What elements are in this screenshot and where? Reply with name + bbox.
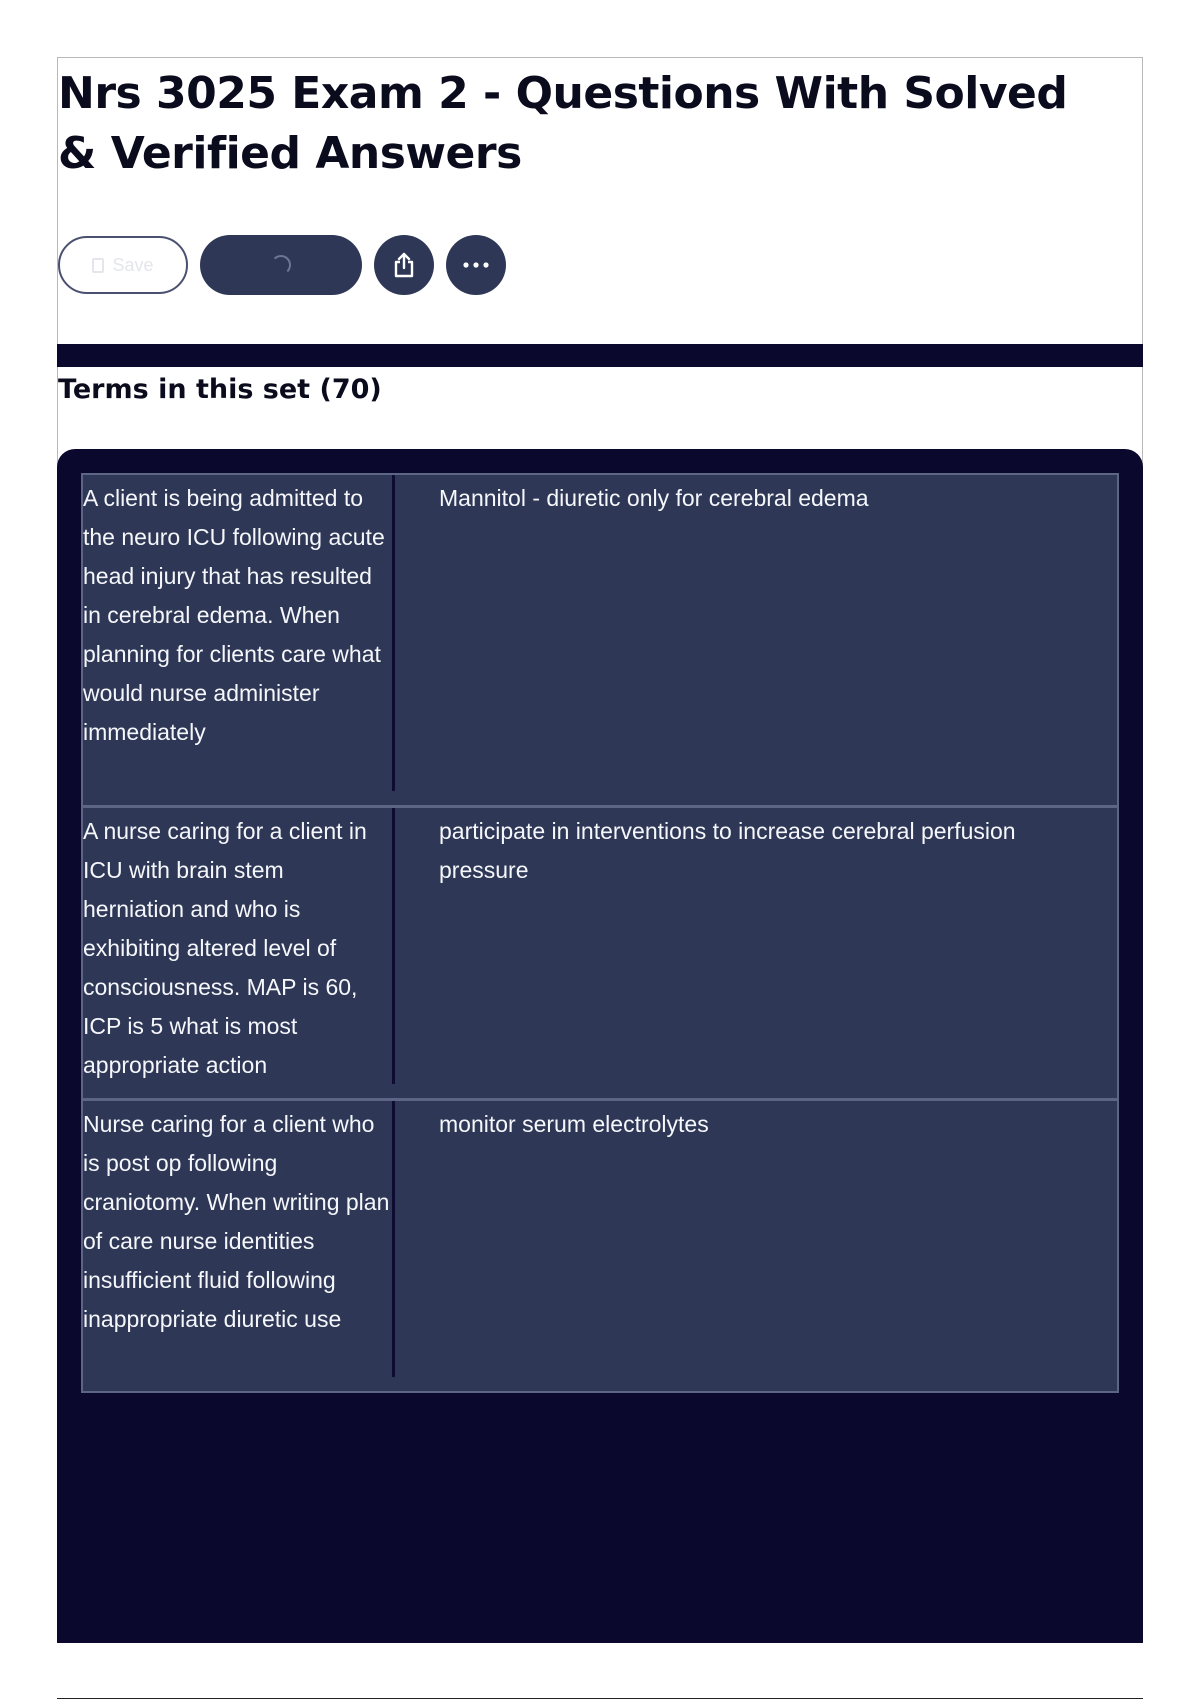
action-bar — [58, 234, 506, 296]
page-title: Nrs 3025 Exam 2 - Questions With Solved & Verified Answers — [58, 68, 1068, 179]
term-card — [81, 473, 1119, 807]
bookmark-icon — [92, 258, 104, 273]
loading-spinner-icon — [271, 255, 291, 275]
term-text: Nurse caring for a client who is post op following craniotomy. When writing plan of care nurse identities insufficient fluid following inappropriate diuretic use — [83, 1111, 390, 1332]
definition-text: Mannitol - diuretic only for cerebral edema — [439, 485, 869, 511]
save-button-label: Save — [112, 254, 154, 275]
definition-text: participate in interventions to increase cerebral perfusion pressure — [439, 818, 1016, 883]
study-set-page — [57, 57, 1143, 1642]
terms-heading: Terms in this set (70) — [58, 374, 382, 405]
card-divider — [392, 475, 395, 791]
save-button[interactable] — [58, 236, 188, 294]
card-divider — [392, 1101, 395, 1377]
card-divider — [392, 808, 395, 1084]
study-button-loading[interactable] — [200, 235, 362, 295]
term-text: A nurse caring for a client in ICU with brain stem herniation and who is exhibiting altered level of consciousness. MAP is 60, ICP is 5 what is most appropriate action — [83, 818, 367, 1078]
more-icon — [462, 261, 490, 269]
share-icon — [391, 251, 417, 279]
share-button[interactable] — [374, 235, 434, 295]
definition-text: monitor serum electrolytes — [439, 1111, 709, 1137]
term-card — [81, 1099, 1119, 1393]
more-options-button[interactable] — [446, 235, 506, 295]
term-text: A client is being admitted to the neuro ICU following acute head injury that has resulted in cerebral edema. When planning for clients care what would nurse administer immediately — [83, 485, 385, 745]
terms-panel — [57, 449, 1143, 1643]
term-card — [81, 806, 1119, 1100]
section-divider-bar — [57, 344, 1143, 367]
page-bottom-rule — [57, 1698, 1143, 1699]
